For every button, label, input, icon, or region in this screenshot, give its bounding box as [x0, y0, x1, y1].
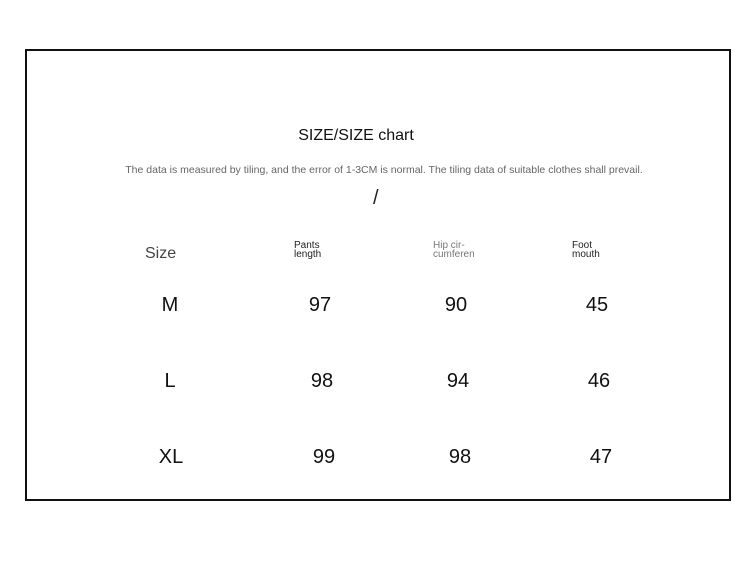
- table-cell-foot: 46: [587, 370, 611, 392]
- slash-mark: /: [373, 187, 379, 209]
- header-pants-length: Pants length: [294, 240, 322, 260]
- table-cell-pants-length: 98: [310, 370, 334, 392]
- table-cell-size: XL: [158, 446, 184, 468]
- chart-title: SIZE/SIZE chart: [298, 127, 414, 144]
- table-cell-foot: 45: [585, 294, 609, 316]
- table-cell-hip: 94: [446, 370, 470, 392]
- header-hip-circumference: Hip cir- cumferen: [433, 240, 475, 260]
- table-cell-size: M: [161, 294, 179, 316]
- measurement-note: The data is measured by tiling, and the error of 1-3CM is normal. The tiling data of suitable clothes shall prevail.: [125, 164, 643, 176]
- table-cell-size: L: [164, 370, 176, 392]
- table-cell-hip: 90: [444, 294, 468, 316]
- table-cell-pants-length: 99: [312, 446, 336, 468]
- table-cell-foot: 47: [589, 446, 613, 468]
- table-cell-pants-length: 97: [308, 294, 332, 316]
- size-chart-frame: [25, 49, 731, 501]
- table-cell-hip: 98: [448, 446, 472, 468]
- header-foot-mouth: Foot mouth: [572, 240, 600, 260]
- header-size: Size: [145, 245, 177, 262]
